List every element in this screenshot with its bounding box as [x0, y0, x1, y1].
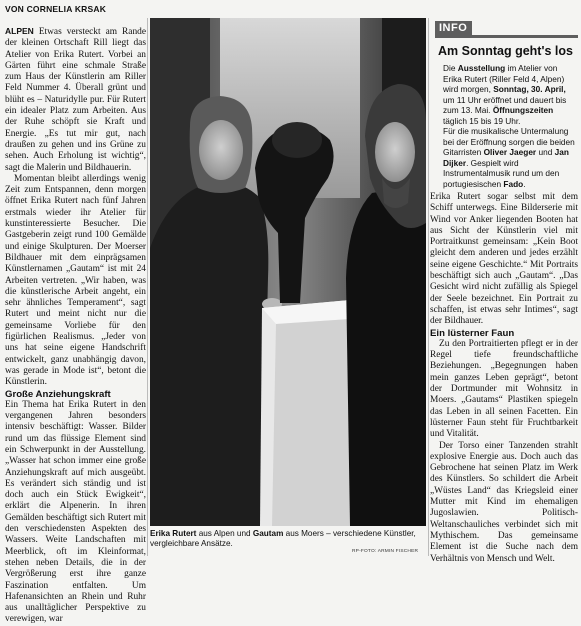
info-bold: Sonntag, 30. April, — [493, 84, 566, 94]
info-tag: INFO — [435, 21, 472, 35]
info-bold: Oliver Jaeger — [483, 147, 537, 157]
dateline: ALPEN — [5, 26, 34, 36]
info-run: . Gespielt wird Instrumentalmusik rund um den portugiesischen — [443, 157, 560, 189]
info-run: . — [523, 178, 526, 189]
caption-name: Erika Rutert — [150, 529, 197, 538]
subheading: Ein lüsterner Faun — [430, 327, 515, 339]
info-box — [435, 18, 578, 188]
column-divider — [428, 18, 429, 556]
info-run: und — [536, 147, 555, 157]
photo-credit: RP-FOTO: ARMIN FISCHER — [352, 549, 419, 554]
paragraph: Der Torso einer Tanzenden strahlt explosive Energie aus. Doch auch das Gebrochene hat seinen Platz im Werk des Künstlers. So schildert die Arbeit „Wüstes Land“ das Kriegsleid einer Mutter mit Kind im ehemaligen Jugoslawien. Politisch-Weltanschauliches verbindet sich mit Mythischem. Das gemeinsame Element ist die Suche nach dem Verhältnis von Mensch und Welt. — [430, 440, 578, 564]
caption-text: aus Alpen und — [196, 529, 253, 538]
info-bold: Fado — [503, 178, 524, 189]
subheading: Große Anziehungskraft — [5, 388, 111, 400]
photo-image — [150, 18, 426, 526]
info-bold: Jan Dijker — [443, 147, 569, 168]
paragraph: Erika Rutert sogar selbst mit dem Schiff unterwegs. Eine Bilderserie mit Wind vor Anker liegenden Booten hat aus Sicht der Künstlerin viel mit Portraitkunst gemeinsam: „Kein Boot gleicht dem anderen und jedes erzählt seine eigene Geschichte.“ Mit Portraits beschäftigt sich auch „Gautam“. „Das Gesicht wird nicht zufällig als Spiegel der Seele bezeichnet. Ein Portrait zu schaffen, ist etwas sehr Intimes“, sagt der Bildhauer. — [430, 192, 578, 327]
info-run: im Atelier von Erika Rutert (Riller Feld 4, Alpen) wird morgen, — [443, 63, 565, 94]
column-divider — [147, 18, 148, 556]
paragraph: Ein Thema hat Erika Rutert in den vergangenen Jahren besonders intensiv beschäftigt: Wasser. Bilder rund um das flüssige Element sind ein Schwerpunkt in der Ausstellung. „Wasser hat schon immer eine große Anziehungskraft auf mich ausgeübt. Es verändert sich ständig und ist doch auch ein Stück Ewigkeit“, erklärt die Alpenerin. In ihren Gemälden beschäftigt sich Rutert mit den verschiedensten Aspekten des Wassers. Weite Landschaften mit Meerblick, oft im Kleinformat, stehen neben Details, die in der Vergrößerung erst ihre ganze Faszination entfalten. Um Hafenansichten an Rhein und Ruhr aus unalltäglicher Perspektive zu verewigen, war — [5, 399, 146, 625]
photo-caption — [150, 529, 426, 548]
paragraph: Momentan bleibt allerdings wenig Zeit zum Entspannen, denn morgen öffnet Erika Rutert nach fünf Jahren erstmals wieder ihr Atelier für kunstinteressierte Besucher. Die Gastgeberin zeigt rund 100 Gemälde und einige Skulpturen. Der Moerser Bildhauer mit dem einprägsamen Künstlernamen „Gautam“ ist mit 24 Arbeiten vertreten. „Wir haben, was die künstlerische Arbeit angeht, ein sehr ähnliches Temperament“, sagt Rutert und meint nicht nur die gemeinsame Vorliebe für den figürlichen Realismus. „Jeder von uns hat seine eigene Handschrift entwickelt, ganz unabhängig davon, was gerade in Mode ist“, betont die Künstlerin. — [5, 173, 146, 388]
info-run: Für die musikalische Untermalung bei der Eröffnung sorgen die beiden Gitarristen — [443, 126, 575, 157]
info-run: täglich 15 bis 19 Uhr. — [443, 115, 521, 126]
info-text — [443, 63, 578, 189]
info-rule — [435, 35, 578, 38]
article-column-right — [430, 192, 578, 564]
article-column-left — [5, 26, 147, 625]
byline: VON CORNELIA KRSAK — [5, 4, 107, 14]
info-run: Die — [443, 63, 458, 73]
paragraph: Zu den Portraitierten pflegt er in der Regel tiefe freundschaftliche Beziehungen. „Begegnungen haben mein ganzes Leben geprägt“, betont der Dortmunder mit Wohnsitz in Moers. „Gautams“ Plastiken spiegeln das Leben in all seinen Facetten. Ein lüsterner Faun steht für Fruchtbarkeit und Vitalität. — [430, 338, 578, 440]
paragraph-text: Etwas versteckt am Rande der kleinen Ortschaft Rill liegt das Atelier von Erika Rutert. Vorbei an Gärten führt eine schmale Straße zum Haus der Künstlerin am Riller Feld Nummer 4. Überall grünt und blüht es – Naturidylle pur. Für Rutert ein idealer Platz zum Arbeiten. Aus der Ruhe schöpft sie Kraft und Energie. „Es tut mir gut, nach draußen zu gehen und ins Grüne zu sehen. Auch Erholung ist wichtig“, sagt die Malerin und Bildhauerin. — [5, 27, 147, 173]
info-bold: Ausstellung — [457, 63, 506, 73]
info-title: Am Sonntag geht's los — [438, 44, 573, 58]
paragraph — [5, 26, 146, 174]
info-bold: Öffnungszeiten — [492, 105, 554, 115]
info-run: um 11 Uhr eröffnet und dauert bis zum 13. Mai. — [443, 94, 567, 115]
article-photo — [150, 18, 426, 526]
caption-name: Gautam — [252, 529, 284, 538]
caption-text: aus Moers – verschiedene Künstler, vergleichbare Ansätze. — [150, 529, 416, 548]
